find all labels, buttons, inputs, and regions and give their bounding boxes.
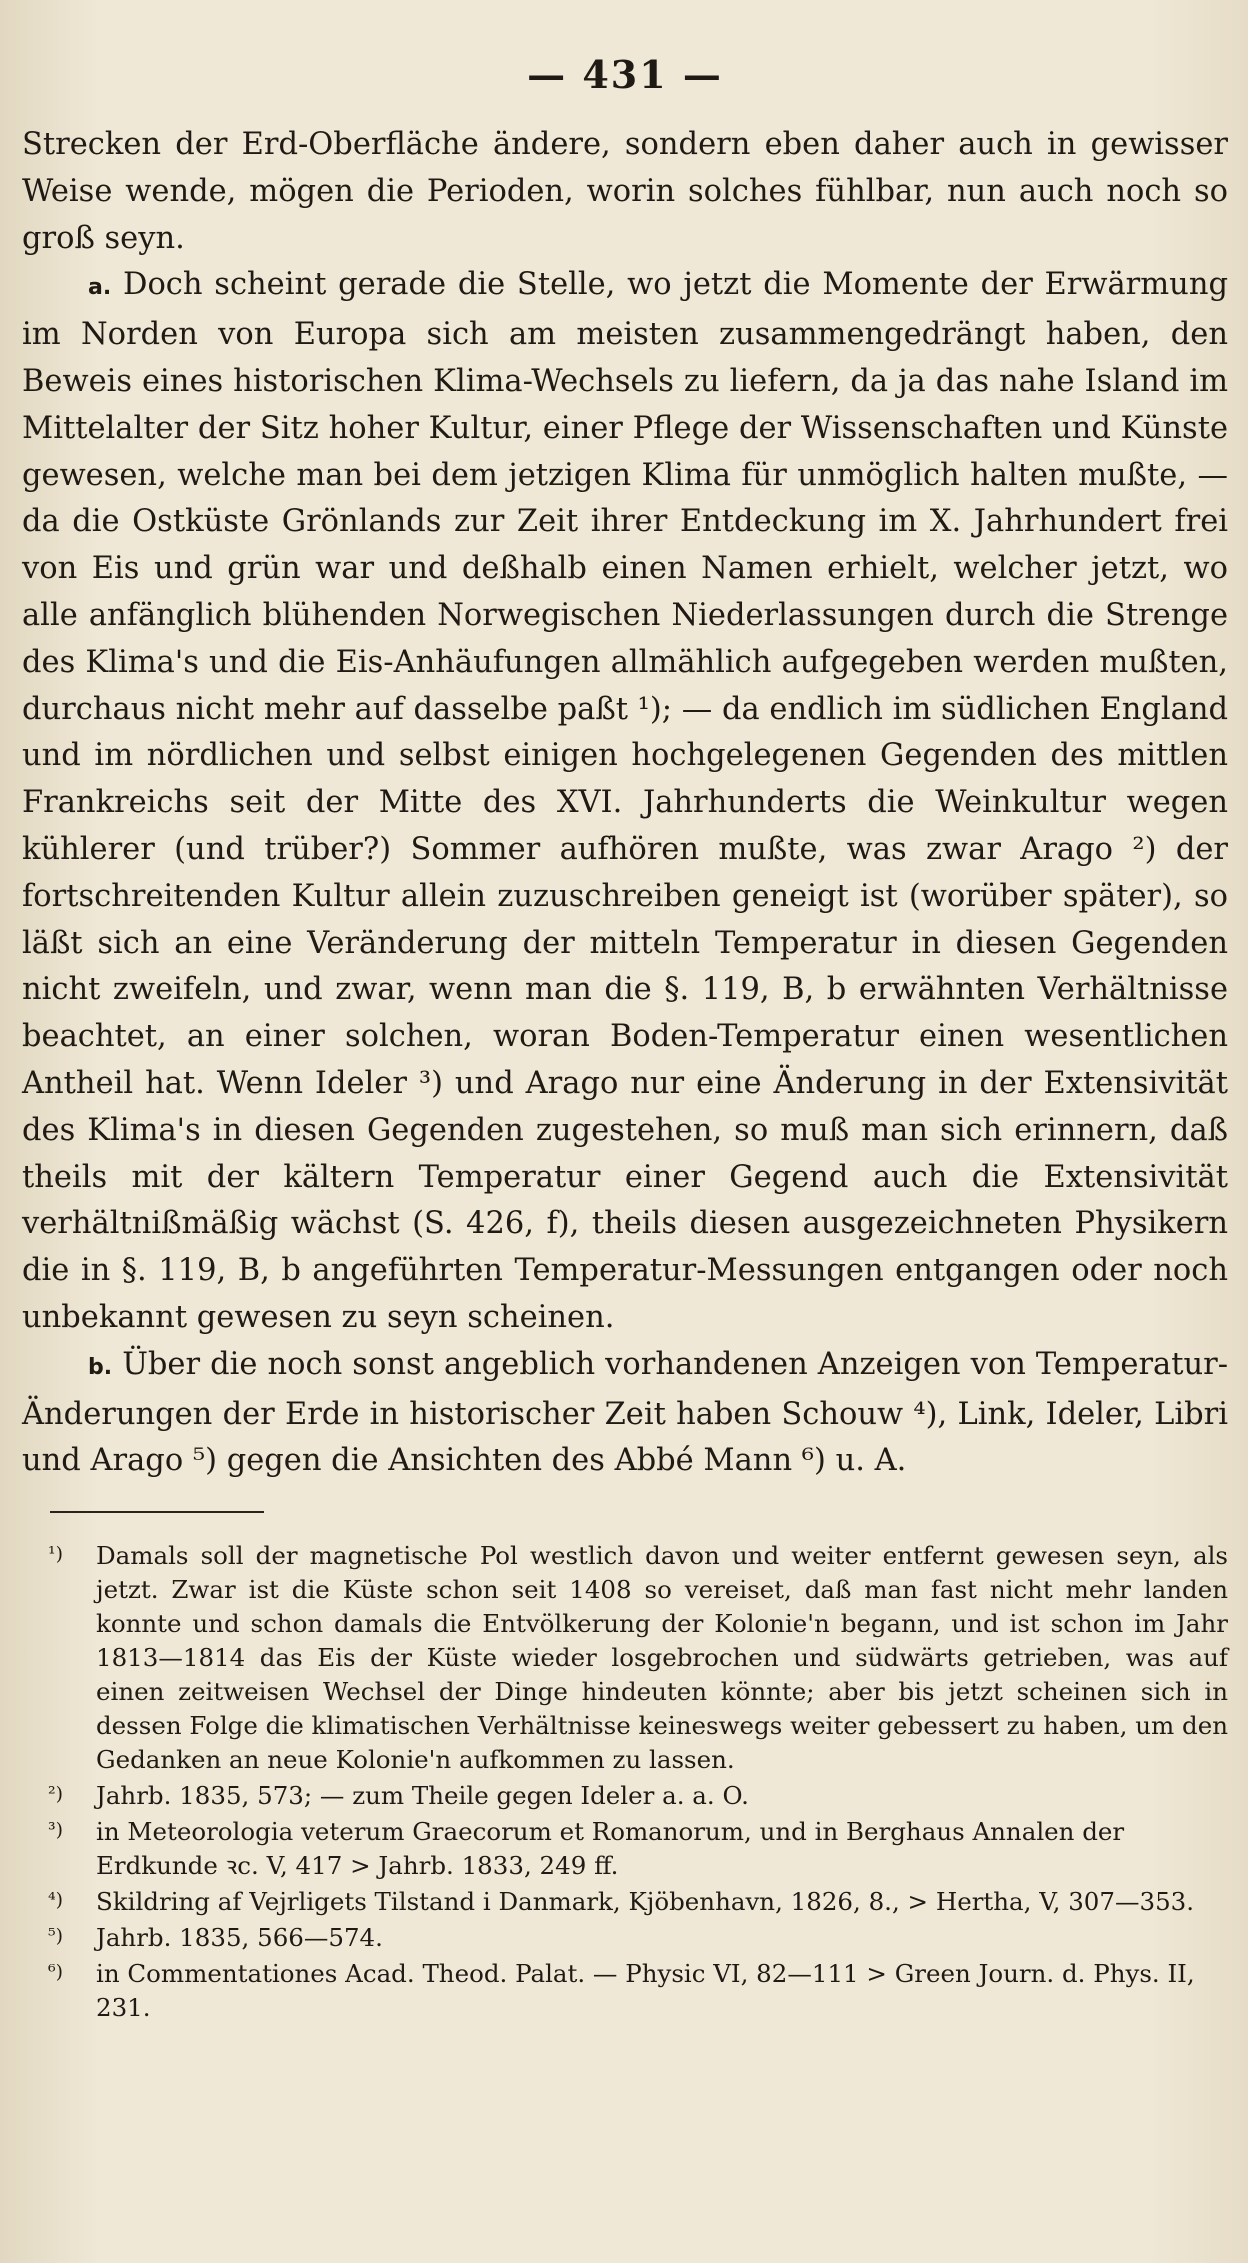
footnote-text: Jahrb. 1835, 566—574. (96, 1923, 383, 1953)
footnote (48, 1539, 1228, 1777)
footnote-mark: ⁵) (48, 1925, 64, 1948)
footnote-mark: ⁴) (48, 1889, 64, 1912)
body-text (22, 122, 1228, 1485)
paragraph-b (22, 1342, 1228, 1485)
footnote (48, 1779, 1228, 1813)
footnote-text: Damals soll der magnetische Pol westlich davon und weiter entfernt gewesen seyn, als jetzt. Zwar ist die Küste schon seit 1408 so vereiset, daß man fast nicht mehr landen konnte und schon damals die Entvölkerung der Kolonie'n begann, und ist schon im Jahr 1813—1814 das Eis der Küste wieder losgebrochen und südwärts getrieben, was auf einen zeitweisen Wechsel der Dinge hindeuten könnte; aber bis jetzt scheinen sich in dessen Folge die klimatischen Verhältnisse keineswegs weiter gebessert zu haben, um den Gedanken an neue Kolonie'n aufkommen zu lassen. (96, 1541, 1228, 1775)
footnotes (22, 1539, 1228, 2025)
footnote-divider (50, 1511, 264, 1513)
footnote (48, 1815, 1228, 1883)
paragraph-text: Doch scheint gerade die Stelle, wo jetzt die Momente der Erwärmung im Norden von Europa sich am meisten zusammengedrängt haben, den Beweis eines historischen Klima-Wechsels zu liefern, da ja das nahe Island im Mittelalter der Sitz hoher Kultur, einer Pflege der Wissenschaften und Künste gewesen, welche man bei dem jetzigen Klima für unmöglich halten mußte, — da die Ostküste Grönlands zur Zeit ihrer Entdeckung im X. Jahrhundert frei von Eis und grün war und deßhalb einen Namen erhielt, welcher jetzt, wo alle anfänglich blühenden Norwegischen Niederlassungen durch die Strenge des Klima's und die Eis-Anhäufungen allmählich aufgegeben werden mußten, durchaus nicht mehr auf dasselbe paßt ¹); — da endlich im südlichen England und im nördlichen und selbst einigen hochgelegenen Gegenden des mittlen Frankreichs seit der Mitte des XVI. Jahrhunderts die Weinkultur wegen kühlerer (und trüber?) Sommer aufhören mußte, was zwar Arago ²) der fortschreitenden Kultur allein zuzuschreiben geneigt ist (worüber später), so läßt sich an eine Veränderung der mitteln Temperatur in diesen Gegenden nicht zweifeln, und zwar, wenn man die §. 119, B, b erwähnten Verhältnisse beachtet, an einer solchen, woran Boden-Temperatur einen wesentlichen Antheil hat. Wenn Ideler ³) und Arago nur eine Änderung in der Extensivität des Klima's in diesen Gegenden zugestehen, so muß man sich erinnern, daß theils mit der kältern Temperatur einer Gegend auch die Extensivität verhältnißmäßig wächst (S. 426, f), theils diesen ausgezeichneten Physikern die in §. 119, B, b angeführten Temperatur-Messungen entgangen oder noch unbekannt gewesen zu seyn scheinen. (22, 267, 1228, 1335)
footnote-text: in Commentationes Acad. Theod. Palat. — Physic VI, 82—111 > Green Journ. d. Phys. II, 231. (96, 1959, 1195, 2023)
footnote (48, 1885, 1228, 1919)
paragraph-letter: a. (88, 275, 112, 301)
footnote-mark: ³) (48, 1819, 64, 1842)
footnote-mark: ⁶) (48, 1961, 64, 1984)
paragraph-a (22, 262, 1228, 1341)
footnote (48, 1921, 1228, 1955)
footnote-text: in Meteorologia veterum Graecorum et Romanorum, und in Berghaus Annalen der Erdkunde ꝛc. V, 417 > Jahrb. 1833, 249 ff. (96, 1817, 1125, 1881)
footnote-mark: ¹) (48, 1543, 64, 1566)
footnote-mark: ²) (48, 1783, 64, 1806)
footnote (48, 1957, 1228, 2025)
footnote-text: Skildring af Vejrligets Tilstand i Danmark, Kjöbenhavn, 1826, 8., > Hertha, V, 307—353. (96, 1887, 1195, 1917)
page-number: — 431 — (527, 52, 723, 97)
paragraph-continuation: Strecken der Erd-Oberfläche ändere, sondern eben daher auch in gewisser Weise wende, mögen die Perioden, worin solches fühlbar, nun auch noch so groß seyn. (22, 127, 1228, 256)
paragraph-letter: b. (88, 1354, 113, 1380)
paragraph-text: Über die noch sonst angeblich vorhandenen Anzeigen von Temperatur-Änderungen der Erde in historischer Zeit haben Schouw ⁴), Link, Ideler, Libri und Arago ⁵) gegen die Ansichten des Abbé Mann ⁶) u. A. (22, 1346, 1228, 1479)
footnote-text: Jahrb. 1835, 573; — zum Theile gegen Ideler a. a. O. (96, 1781, 749, 1811)
